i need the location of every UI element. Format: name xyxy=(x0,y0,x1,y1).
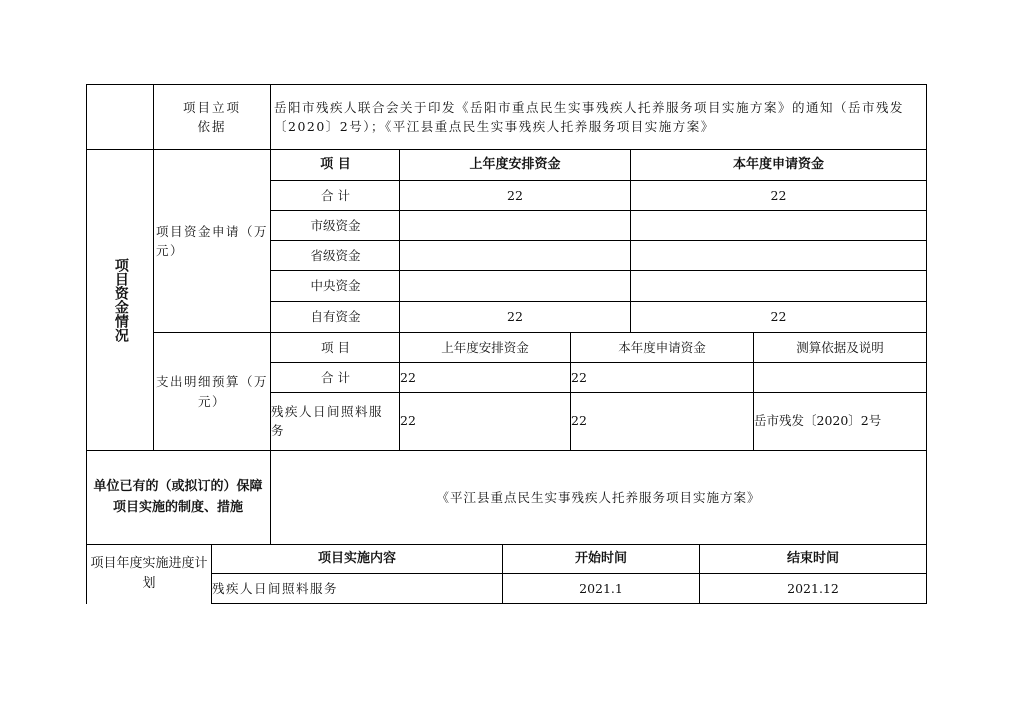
expense-row-1-item xyxy=(271,393,400,449)
basis-text-content: 岳阳市残疾人联合会关于印发《岳阳市重点民生实事残疾人托养服务项目实施方案》的通知（岳市残发〔2020〕2号）；《平江县重点民生实事残疾人托养服务项目实施方案》 xyxy=(274,99,905,134)
schedule-header-content xyxy=(212,545,502,573)
grid-line xyxy=(753,332,754,450)
apply-row-3-item xyxy=(271,271,400,301)
grid-line xyxy=(86,84,927,85)
grid-line xyxy=(926,84,927,604)
grid-line xyxy=(270,240,927,241)
apply-row-3-prev xyxy=(400,271,630,301)
grid-line xyxy=(86,450,927,451)
grid-line xyxy=(211,544,212,604)
basis-label xyxy=(154,85,270,149)
expense-row-1-prev xyxy=(400,393,570,449)
grid-line xyxy=(86,84,87,604)
apply-row-value: 22 xyxy=(770,309,787,325)
apply-label xyxy=(154,150,270,332)
funds-section-label xyxy=(86,150,154,450)
expense-header-curr xyxy=(571,333,753,363)
grid-line xyxy=(86,149,927,150)
apply-row-value: 22 xyxy=(507,188,523,204)
expense-row-0-item xyxy=(271,363,400,393)
schedule-label xyxy=(86,545,212,603)
expense-row-0-curr xyxy=(571,363,753,393)
apply-row-3-curr xyxy=(631,271,926,301)
expense-row-1-curr xyxy=(571,393,753,449)
schedule-row-end-text: 2021.12 xyxy=(787,580,839,596)
schedule-row-0-content xyxy=(212,574,502,603)
funds-section-label-text: 项目资金情况 xyxy=(112,258,129,342)
measures-label xyxy=(86,451,270,544)
expense-header-item-text: 项 目 xyxy=(321,340,350,356)
expense-row-value: 22 xyxy=(400,413,416,429)
grid-line xyxy=(570,332,571,450)
apply-row-item-text: 中央资金 xyxy=(310,278,361,294)
expense-row-value: 22 xyxy=(571,370,587,386)
grid-line xyxy=(270,362,927,363)
grid-line xyxy=(211,573,927,574)
apply-row-item-text: 合 计 xyxy=(321,188,350,204)
apply-row-4-prev xyxy=(400,302,630,332)
expense-header-prev-text: 上年度安排资金 xyxy=(441,340,529,356)
schedule-header-content-text: 项目实施内容 xyxy=(317,550,396,566)
expense-header-note-text: 测算依据及说明 xyxy=(796,340,884,356)
schedule-header-start-text: 开始时间 xyxy=(574,550,627,566)
expense-label-text: 支出明细预算（万元） xyxy=(156,374,269,409)
expense-header-item xyxy=(271,333,400,363)
apply-label-text: 项目资金申请（万元） xyxy=(156,223,269,258)
expense-row-1-note xyxy=(754,393,926,449)
grid-line xyxy=(270,84,271,545)
grid-line xyxy=(211,603,927,604)
apply-header-prev-text: 上年度安排资金 xyxy=(469,156,561,172)
grid-line xyxy=(153,84,154,450)
apply-header-prev xyxy=(400,150,630,180)
apply-row-value: 22 xyxy=(507,309,523,325)
schedule-header-end xyxy=(700,545,926,573)
apply-row-value: 22 xyxy=(770,188,787,204)
expense-row-0-note xyxy=(754,363,926,393)
apply-row-2-curr xyxy=(631,241,926,271)
schedule-header-end-text: 结束时间 xyxy=(786,550,839,566)
grid-line xyxy=(699,544,700,604)
apply-row-1-prev xyxy=(400,211,630,241)
apply-row-item-text: 省级资金 xyxy=(310,248,361,264)
apply-row-2-prev xyxy=(400,241,630,271)
expense-row-note: 岳市残发〔2020〕2号 xyxy=(754,413,882,429)
grid-line xyxy=(399,149,400,450)
apply-row-0-curr xyxy=(631,181,926,211)
expense-header-curr-text: 本年度申请资金 xyxy=(618,340,706,356)
grid-line xyxy=(270,210,927,211)
apply-header-curr xyxy=(631,150,926,180)
expense-row-value: 22 xyxy=(571,413,587,429)
apply-row-0-item xyxy=(271,181,400,211)
expense-row-item-text: 残疾人日间照料服务 xyxy=(271,403,384,438)
schedule-row-0-end xyxy=(700,574,926,603)
apply-row-0-prev xyxy=(400,181,630,211)
apply-row-4-curr xyxy=(631,302,926,332)
schedule-label-text: 项目年度实施进度计划 xyxy=(90,555,208,591)
apply-row-4-item xyxy=(271,302,400,332)
schedule-row-start-text: 2021.1 xyxy=(579,580,623,596)
expense-label xyxy=(154,333,270,450)
grid-line xyxy=(270,301,927,302)
apply-row-1-curr xyxy=(631,211,926,241)
measures-text-content: 《平江县重点民生实事残疾人托养服务项目实施方案》 xyxy=(436,489,761,505)
expense-row-value: 22 xyxy=(400,370,416,386)
apply-row-item-text: 自有资金 xyxy=(310,309,361,325)
grid-line xyxy=(270,270,927,271)
schedule-row-0-start xyxy=(503,574,699,603)
measures-label-text: 单位已有的（或拟订的）保障项目实施的制度、措施 xyxy=(93,479,263,515)
expense-header-prev xyxy=(400,333,570,363)
grid-line xyxy=(270,180,927,181)
apply-header-curr-text: 本年度申请资金 xyxy=(732,156,824,172)
apply-header-item-text: 项 目 xyxy=(320,156,351,172)
expense-row-0-prev xyxy=(400,363,570,393)
expense-row-item-text: 合 计 xyxy=(321,370,350,386)
measures-text xyxy=(271,451,926,544)
basis-text xyxy=(271,85,926,149)
apply-row-2-item xyxy=(271,241,400,271)
apply-header-item xyxy=(271,150,400,180)
expense-header-note xyxy=(754,333,926,363)
schedule-row-content-text: 残疾人日间照料服务 xyxy=(212,580,339,596)
apply-row-item-text: 市级资金 xyxy=(310,218,361,234)
grid-line xyxy=(270,392,927,393)
grid-line xyxy=(86,544,927,545)
apply-row-1-item xyxy=(271,211,400,241)
grid-line xyxy=(630,149,631,332)
basis-label-text: 项目立项依据 xyxy=(182,99,241,134)
grid-line xyxy=(502,544,503,604)
schedule-header-start xyxy=(503,545,699,573)
